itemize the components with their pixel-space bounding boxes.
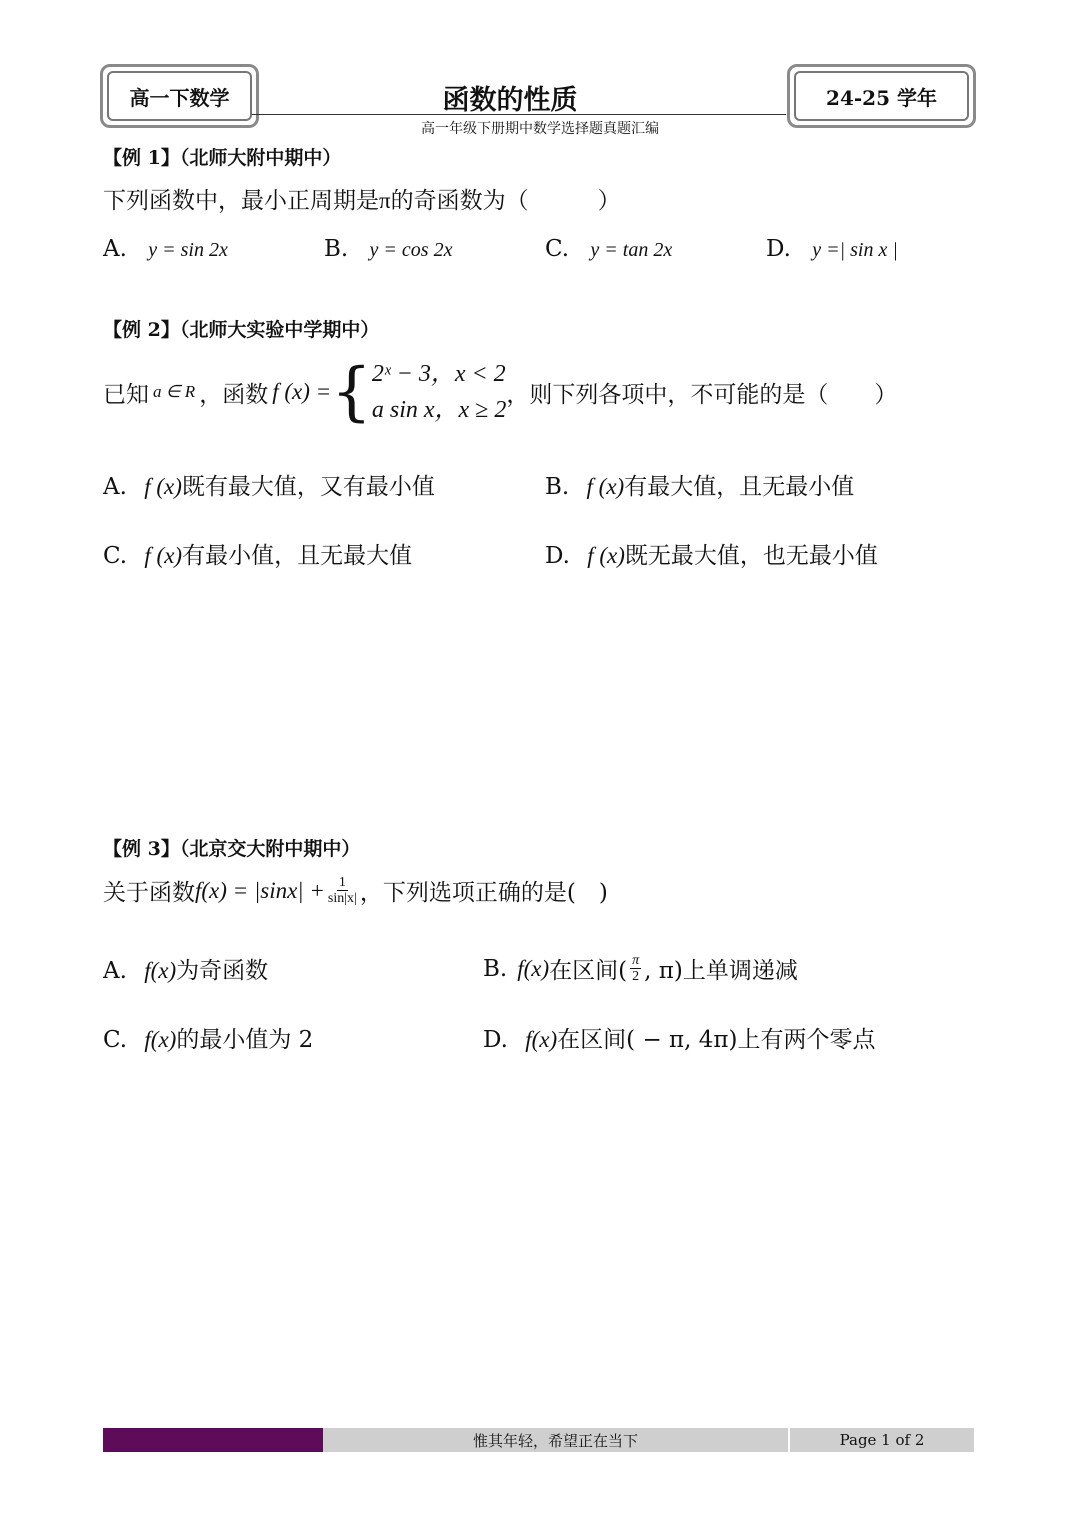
footer-motto-bar xyxy=(323,1428,788,1452)
example-1-question: 下列函数中，最小正周期是π的奇函数为（ ） xyxy=(103,188,621,214)
footer-page-bar xyxy=(790,1428,974,1452)
example-2-option-c[interactable]: C. f (x)有最小值，且无最大值 xyxy=(103,543,413,569)
example-1-option-a[interactable]: A. y = sin 2x xyxy=(103,236,228,262)
piecewise-cases: 2ˣ − 3，x < 2 a sin x，x ≥ 2 xyxy=(371,361,507,423)
cases-brace: { xyxy=(331,355,372,429)
example-1-option-d[interactable]: D. y =| sin x | xyxy=(766,236,898,262)
example-3-fraction: $\frac{1}{\sin|x|}$ xyxy=(327,874,357,906)
year-badge-label: 24-25 学年 xyxy=(794,71,969,121)
example-2-option-a[interactable]: A. f (x)既有最大值，又有最小值 xyxy=(103,474,435,500)
pi-over-2-fraction: $\frac{\pi}{2}$ xyxy=(632,952,640,984)
page-number: Page 1 of 2 xyxy=(839,1431,925,1449)
example-3-option-d[interactable]: D. f(x)在区间( − π, 4π)上有两个零点 xyxy=(483,1027,876,1053)
example-3-option-c[interactable]: C. f(x)的最小值为 2 xyxy=(103,1027,314,1053)
footer-accent-bar xyxy=(103,1428,323,1452)
example-1-label: 【例 1】（北师大附中期中） xyxy=(103,147,342,169)
subject-badge xyxy=(100,64,259,128)
example-2-option-d[interactable]: D. f (x)既无最大值，也无最小值 xyxy=(545,543,878,569)
example-1-option-b[interactable]: B. y = cos 2x xyxy=(324,236,453,262)
footer-motto: 惟其年轻，希望正在当下 xyxy=(472,1431,638,1450)
example-1-option-c[interactable]: C. y = tan 2x xyxy=(545,236,673,262)
header-rule xyxy=(252,114,786,115)
page-title: 函数的性质 xyxy=(442,85,578,116)
example-3-label: 【例 3】（北京交大附中期中） xyxy=(103,838,361,860)
example-2-label: 【例 2】（北师大实验中学期中） xyxy=(103,319,380,341)
year-badge xyxy=(787,64,976,128)
example-3-question: 关于函数 f(x) = |sinx| + $\frac{1}{\sin|x|}$ ，下列选项正确的是( ) xyxy=(103,874,608,906)
example-3-option-a[interactable]: A. f(x)为奇函数 xyxy=(103,958,269,984)
example-2-question: 已知 a ∈ R ，函数 f (x) = { 2ˣ − 3，x < 2 a sin x，x ≥ 2 ，则下列各项中，不可能的是（ ） xyxy=(103,355,898,429)
example-2-option-b[interactable]: B. f (x)有最大值，且无最小值 xyxy=(545,474,855,500)
example-3-option-b[interactable]: B. f(x) 在区间( $\frac{\pi}{2}$ , π)上单调递减 xyxy=(483,952,798,984)
subject-badge-label: 高一下数学 xyxy=(107,71,252,121)
page-subtitle: 高一年级下册期中数学选择题真题汇编 xyxy=(421,121,659,137)
